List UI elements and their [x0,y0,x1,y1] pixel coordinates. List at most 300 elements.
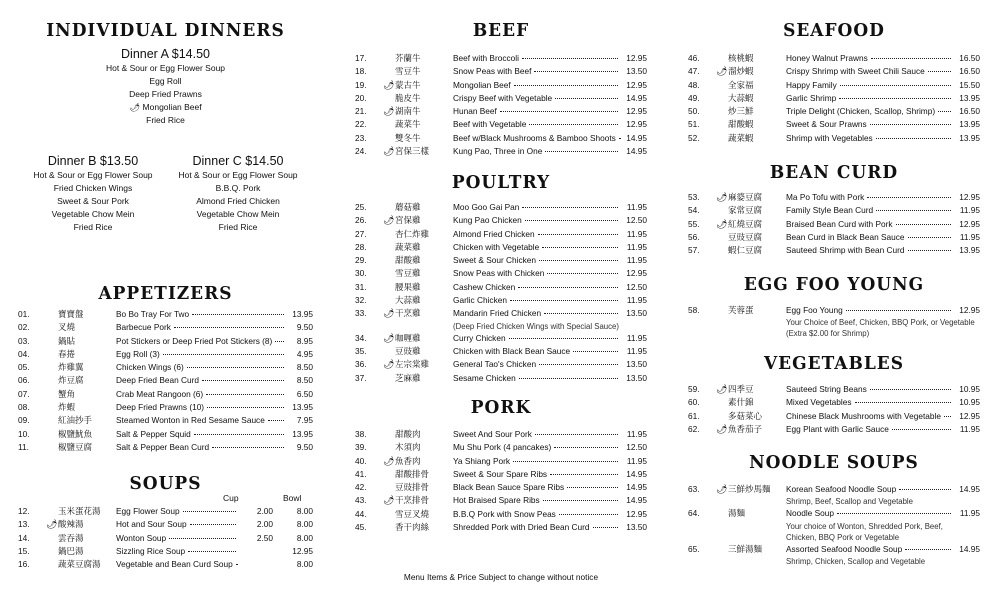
item-name: Happy Family [786,79,837,90]
item-chinese-name: 鍋巴湯 [58,546,84,557]
item-price: 12.95 [959,192,980,202]
item-name: Beef w/Black Mushrooms & Bamboo Shoots [453,132,616,143]
menu-item-row [18,348,313,361]
item-chinese-name: 椒鹽豆腐 [58,442,93,453]
item-number: 15. [18,545,30,556]
leader-dots [567,487,618,488]
spicy-pepper-icon: 🌶 [383,455,395,466]
item-number: 05. [18,362,30,373]
item-name-wrap [453,119,621,129]
dinner-c [163,153,313,234]
menu-item-row [355,508,647,521]
dinner-a-heading: Dinner A $14.50 [121,47,210,61]
soup-row [18,545,313,558]
item-price: 12.95 [626,268,647,279]
item-number: 37. [355,372,367,383]
item-number: 25. [355,202,367,212]
leader-dots [194,434,284,435]
menu-item-row [355,65,647,78]
item-name: Triple Delight (Chicken, Scallop, Shrimp) [786,106,936,117]
item-name-wrap [786,133,954,143]
item-number: 30. [355,268,367,279]
pork-title: PORK [470,397,532,419]
item-price: 11.95 [626,345,647,356]
item-price: 13.50 [626,372,647,383]
item-name-wrap [453,133,621,143]
menu-item-row [18,374,313,387]
item-name-wrap [116,402,287,412]
item-number: 08. [18,402,30,413]
leader-dots [212,447,284,448]
item-number: 59. [688,384,700,394]
item-name-wrap [453,282,621,292]
soup-cup-price: 2.00 [256,506,273,516]
beef-list [355,52,647,158]
item-name-wrap [453,295,621,305]
item-name-wrap [116,429,287,439]
item-name: Pot Stickers or Deep Fried Pot Stickers (8) [116,335,273,346]
item-number: 34. [355,332,367,343]
item-chinese-name: 雙冬牛 [395,133,421,144]
item-name-wrap [786,53,954,63]
item-price: 12.95 [626,106,647,117]
item-chinese-name: 魚香茄子 [728,424,763,435]
item-chinese-name: 干烹雞 [395,309,421,320]
item-name: Braised Bean Curd with Pork [786,218,893,229]
dinner-b [18,153,168,234]
item-price: 16.50 [959,106,980,117]
item-number: 56. [688,231,700,242]
spicy-pepper-icon: 🌶 [716,484,728,494]
item-name: Almond Fried Chicken [453,228,535,239]
leader-dots [542,247,618,248]
item-number: 51. [688,119,700,130]
item-price: 11.95 [626,429,647,439]
item-name-wrap [453,373,621,383]
item-price: 12.95 [626,119,647,130]
item-chinese-name: 左宗棠雞 [395,360,430,371]
item-name-wrap [786,305,954,315]
item-name-wrap [453,53,621,63]
item-price: 14.95 [959,543,980,554]
leader-dots [543,500,618,501]
item-price: 8.50 [296,362,313,373]
spicy-pepper-icon: 🌶 [716,423,728,434]
menu-item-row [355,201,647,214]
item-chinese-name: 全家福 [728,80,754,91]
menu-item-row [355,241,647,254]
item-name-wrap [786,384,954,394]
item-name: Sweet & Sour Spare Ribs [453,468,548,479]
item-name-wrap [453,495,621,505]
dinner-c-item: B.B.Q. Pork [215,183,261,193]
leader-dots [169,538,236,539]
leader-dots [529,124,618,125]
menu-item-row [688,396,980,409]
dinner-c-item: Almond Fried Chicken [196,196,280,206]
dinner-b-item: Vegetable Chow Mein [51,209,135,219]
menu-item-row [688,204,980,217]
item-chinese-name: 芙蓉蛋 [728,306,754,316]
item-name: Sauteed String Beans [786,384,867,394]
item-name: Crab Meat Rangoon (6) [116,388,204,399]
menu-item-row [355,358,647,371]
leader-dots [876,138,951,139]
spicy-pepper-icon: 🌶 [383,215,395,226]
item-number: 47. [688,66,700,77]
item-name-wrap [116,336,287,346]
item-number: 46. [688,53,700,63]
item-name: Egg Roll (3) [116,348,160,359]
beef-title: BEEF [472,20,530,42]
leader-dots [840,85,951,86]
menu-item-row [355,228,647,241]
spicy-pepper-icon: 🌶 [129,102,141,112]
item-name-wrap [116,322,287,332]
item-chinese-name: 宮保三樣 [395,147,430,158]
leader-dots [619,138,621,139]
leader-dots [928,71,951,72]
soup-row [18,532,313,545]
menu-item-row [355,52,647,65]
item-price: 7.95 [296,415,313,426]
item-chinese-name: 脆皮牛 [395,93,421,104]
item-name-wrap [786,205,954,215]
item-chinese-name: 雪豆雞 [395,269,421,280]
item-chinese-name: 鍋貼 [58,336,76,347]
menu-item-row [355,132,647,145]
item-chinese-name: 紅油抄手 [58,416,93,427]
item-name-wrap [453,93,621,103]
leader-dots [519,378,618,379]
menu-item-row [688,191,980,204]
leader-dots [187,367,284,368]
leader-dots [908,237,951,238]
menu-item-row [355,345,647,358]
item-chinese-name: 四季豆 [728,385,754,395]
item-price: 13.50 [626,522,647,533]
seafood-title: SEAFOOD [783,20,885,42]
item-name: Chicken Wings (6) [116,362,184,373]
item-name: Hunan Beef [453,106,497,117]
leader-dots [190,524,236,525]
item-number: 44. [355,508,367,519]
soup-cup-price: 2.50 [256,532,273,543]
dinner-b-item: Fried Rice [73,222,113,232]
dinner-c-item: Fried Rice [218,222,258,232]
item-number: 54. [688,205,700,216]
egg-foo-young-title: EGG FOO YOUNG [743,274,925,296]
leader-dots [876,210,951,211]
leader-dots [545,151,618,152]
item-name-wrap [116,442,287,452]
individual-dinners-title: INDIVIDUAL DINNERS [46,20,285,42]
item-number: 50. [688,106,700,117]
item-price: 12.95 [626,79,647,90]
item-name: Mandarin Fried Chicken [453,308,542,319]
item-price: 11.95 [626,455,647,466]
soup-bowl-price: 8.00 [296,519,313,530]
item-chinese-name: 春捲 [58,349,76,360]
leader-dots [206,394,284,395]
item-price: 11.95 [959,231,980,242]
item-number: 03. [18,335,30,346]
item-price: 11.95 [959,508,980,519]
item-chinese-name: 三鮮湯麵 [728,544,763,555]
menu-item-row [18,361,313,374]
item-name: General Tao's Chicken [453,359,537,370]
item-price: 13.95 [959,245,980,256]
item-name: Snow Peas with Beef [453,66,532,77]
item-number: 02. [18,322,30,333]
item-price: 12.50 [626,215,647,226]
item-name: Sizzling Rice Soup [116,545,186,556]
item-name-wrap [786,397,954,407]
item-chinese-name: 寶寶盤 [58,310,84,320]
item-number: 53. [688,192,700,202]
appetizers-list [18,308,313,454]
item-name-wrap [453,66,621,76]
item-name-wrap [786,119,954,129]
item-number: 19. [355,79,367,90]
item-name-wrap [453,202,621,212]
item-name-wrap [453,215,621,225]
item-number: 35. [355,345,367,356]
item-name-wrap [453,80,621,90]
item-price: 16.50 [959,53,980,63]
item-name: Mu Shu Pork (4 pancakes) [453,442,552,453]
item-name-wrap [453,229,621,239]
menu-item-row [355,521,647,534]
soup-row [18,518,313,531]
item-name: Sesame Chicken [453,372,516,383]
item-number: 21. [355,106,367,117]
item-name-wrap [453,429,621,439]
item-name: Hot Braised Spare Ribs [453,495,540,506]
item-number: 38. [355,429,367,439]
soups-list [18,505,313,571]
leader-dots [559,514,618,515]
item-number: 60. [688,397,700,408]
item-chinese-name: 魚香肉 [395,456,421,467]
item-name: Noodle Soup [786,508,834,519]
leader-dots [509,338,618,339]
item-number: 27. [355,228,367,239]
item-name-wrap [786,80,954,90]
item-number: 52. [688,132,700,143]
item-chinese-name: 雪豆牛 [395,67,421,78]
item-chinese-name: 豆豉豆腐 [728,232,763,243]
menu-item-row [688,118,980,131]
seafood-list [688,52,980,145]
leader-dots [202,380,284,381]
spicy-pepper-icon: 🌶 [716,218,728,229]
item-name-wrap [786,544,954,554]
menu-item-row [355,267,647,280]
item-note: Shrimp, Chicken, Scallop and Vegetable [786,556,926,566]
item-number: 10. [18,428,30,439]
spicy-pepper-icon: 🌶 [383,359,395,370]
item-name-wrap [786,484,954,494]
item-name-wrap [453,146,621,156]
item-chinese-name: 溜炒蝦 [728,67,754,78]
item-price: 6.50 [296,388,313,399]
item-chinese-name: 蒙古牛 [395,80,421,91]
leader-dots [514,85,618,86]
item-chinese-name: 甜酸蝦 [728,120,754,131]
dinner-b-heading: Dinner B $13.50 [47,154,139,168]
item-number: 49. [688,92,700,103]
item-chinese-name: 蝦仁豆腐 [728,246,763,257]
bowl-label: Bowl [283,493,302,503]
item-name: Black Bean Sauce Spare Ribs [453,482,565,493]
menu-item-row [18,321,313,334]
leader-dots [593,527,618,528]
item-name-wrap [453,442,621,452]
menu-item-row [18,428,313,441]
item-number: 64. [688,508,700,519]
item-price: 13.50 [626,308,647,319]
menu-item-row [18,441,313,454]
item-chinese-name: 香干肉絲 [395,523,430,534]
item-number: 06. [18,375,30,386]
menu-item-row [688,92,980,105]
item-chinese-name: 甜酸肉 [395,430,421,440]
menu-item-row [355,494,647,507]
menu-item-row [688,507,980,520]
item-name-wrap [786,411,954,421]
leader-dots [538,234,618,235]
item-price: 12.50 [626,442,647,453]
item-chinese-name: 蔬菜牛 [395,120,421,131]
menu-item-row [355,307,647,320]
item-price: 11.95 [626,228,647,239]
item-price: 13.95 [959,119,980,130]
item-number: 12. [18,506,30,516]
item-chinese-name: 炸蝦 [58,403,76,414]
item-name-wrap [786,232,954,242]
item-name-wrap [453,509,621,519]
item-note: (Deep Fried Chicken Wings with Special Sauce) [453,321,619,331]
soup-bowl-price: 8.00 [296,559,313,570]
item-name: Shredded Pork with Dried Bean Curd [453,522,590,533]
menu-item-row [688,132,980,145]
menu-item-row [688,410,980,423]
menu-item-row [18,308,313,321]
menu-item-row [688,383,980,396]
item-name-wrap [453,242,621,252]
dinner-a-item: Deep Fried Prawns [129,89,202,99]
item-name-wrap [786,93,954,103]
menu-item-row [355,294,647,307]
item-name-wrap [116,375,287,385]
soup-row [18,505,313,518]
item-chinese-name: 咖喱雞 [395,333,421,344]
leader-dots [892,429,951,430]
item-price: 12.95 [959,305,980,315]
leader-dots [870,389,951,390]
item-price: 14.95 [626,495,647,506]
item-price: 9.50 [296,441,313,452]
item-name-wrap [116,309,287,319]
soup-bowl-price: 8.00 [296,506,313,516]
item-name: Ya Shiang Pork [453,455,511,466]
item-chinese-name: 椒鹽魷魚 [58,429,93,440]
item-name-wrap [453,456,621,466]
item-name-wrap [116,349,287,359]
leader-dots [236,564,239,565]
item-name: Curry Chicken [453,332,506,343]
item-price: 10.95 [959,384,980,394]
dinner-a-item: Egg Roll [149,76,182,86]
leader-dots [837,513,951,514]
dinner-c-heading: Dinner C $14.50 [192,154,284,168]
item-name-wrap [453,346,621,356]
menu-item-row [18,414,313,427]
item-chinese-name: 蘑菇雞 [395,203,421,213]
menu-item-row [355,92,647,105]
item-chinese-name: 炸雞翼 [58,363,84,374]
soup-bowl-price: 8.00 [296,532,313,543]
menu-item-row [688,79,980,92]
item-name: Kung Pao Chicken [453,215,522,226]
leader-dots [192,314,284,315]
item-number: 57. [688,245,700,256]
item-price: 11.95 [626,255,647,266]
item-name: Crispy Shrimp with Sweet Chili Sauce [786,66,925,77]
item-name: Vegetable and Bean Curd Soup [116,559,233,570]
item-price: 16.50 [959,66,980,77]
menu-item-row [355,214,647,227]
menu-item-row [355,441,647,454]
item-number: 04. [18,348,30,359]
dinner-c-item: Hot & Sour or Egg Flower Soup [178,170,298,180]
noodle-soups-title: NOODLE SOUPS [749,452,919,474]
leader-dots [174,327,284,328]
menu-item-row [688,483,980,496]
dinner-a-item [78,101,253,114]
item-price: 8.50 [296,375,313,386]
leader-dots [899,489,951,490]
item-price: 12.95 [626,508,647,519]
item-name: Salt & Pepper Squid [116,428,191,439]
item-name: Family Style Bean Curd [786,205,874,216]
item-name: Egg Foo Young [786,305,843,315]
item-price: 14.95 [626,482,647,493]
vegetables-list [688,383,980,436]
item-name: Sauteed Shrimp with Bean Curd [786,245,905,256]
leader-dots [938,111,951,112]
leader-dots [163,354,284,355]
item-name: B.B.Q Pork with Snow Peas [453,508,556,519]
leader-dots [839,98,951,99]
dinner-a-item: Fried Rice [146,115,185,125]
spicy-pepper-icon: 🌶 [716,66,728,77]
item-chinese-name: 多菇菜心 [728,411,763,422]
leader-dots [554,447,618,448]
item-number: 36. [355,359,367,370]
item-number: 11. [18,441,29,452]
item-number: 09. [18,415,30,426]
item-note: (Extra $2.00 for Shrimp) [786,329,870,339]
leader-dots [896,224,951,225]
item-chinese-name: 核桃蝦 [728,54,754,64]
item-chinese-name: 大蒜雞 [395,296,421,307]
item-chinese-name: 甜酸排骨 [395,469,430,480]
spicy-pepper-icon: 🌶 [716,192,728,202]
dinner-b-item: Hot & Sour or Egg Flower Soup [33,170,153,180]
item-name: Barbecue Pork [116,322,171,333]
